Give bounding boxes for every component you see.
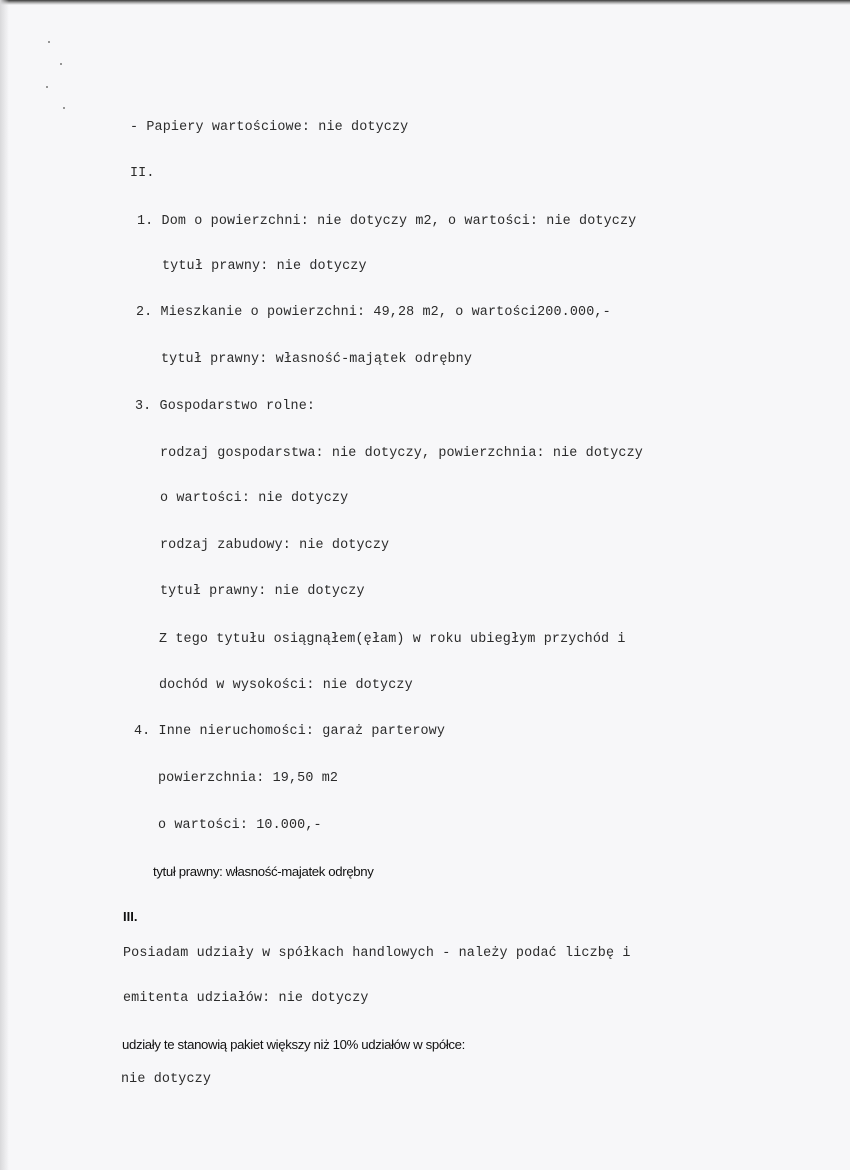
other-property-value-line: o wartości: 10.000,- (158, 818, 322, 833)
securities-line: - Papiery wartościowe: nie dotyczy (130, 120, 409, 135)
other-property-title-line: tytuł prawny: własność-majatek odrębny (153, 864, 374, 879)
scan-speck (48, 41, 50, 43)
shares-package-question: udziały te stanowią pakiet większy niż 10% udziałów w spółce: (122, 1037, 465, 1052)
section-iii-heading: III. (123, 909, 138, 924)
shares-line-1: Posiadam udziały w spółkach handlowych - należy podać liczbę i (123, 946, 631, 961)
farm-income-line-2: dochód w wysokości: nie dotyczy (159, 678, 413, 693)
house-title-line: tytuł prawny: nie dotyczy (162, 259, 367, 274)
farm-income-line-1: Z tego tytułu osiągnąłem(ęłam) w roku ubiegłym przychód i (159, 632, 626, 647)
scan-speck (60, 63, 62, 65)
shares-line-2: emitenta udziałów: nie dotyczy (123, 991, 369, 1006)
apartment-title-line: tytuł prawny: własność-majątek odrębny (161, 352, 473, 367)
scan-top-edge (0, 0, 850, 5)
farm-line: 3. Gospodarstwo rolne: (135, 399, 316, 414)
farm-value-line: o wartości: nie dotyczy (160, 491, 349, 506)
apartment-line: 2. Mieszkanie o powierzchni: 49,28 m2, o wartości200.000,- (136, 305, 611, 320)
scan-speck (46, 86, 48, 88)
farm-type-line: rodzaj gospodarstwa: nie dotyczy, powierzchnia: nie dotyczy (160, 446, 643, 461)
other-property-area-line: powierzchnia: 19,50 m2 (158, 771, 339, 786)
other-property-line: 4. Inne nieruchomości: garaż parterowy (134, 724, 446, 739)
scan-left-edge (0, 0, 9, 1170)
scan-speck (63, 107, 65, 109)
shares-package-answer: nie dotyczy (121, 1072, 212, 1087)
farm-buildings-line: rodzaj zabudowy: nie dotyczy (160, 538, 390, 553)
section-ii-heading: II. (130, 166, 155, 181)
house-line: 1. Dom o powierzchni: nie dotyczy m2, o wartości: nie dotyczy (137, 214, 637, 229)
farm-title-line: tytuł prawny: nie dotyczy (160, 584, 365, 599)
